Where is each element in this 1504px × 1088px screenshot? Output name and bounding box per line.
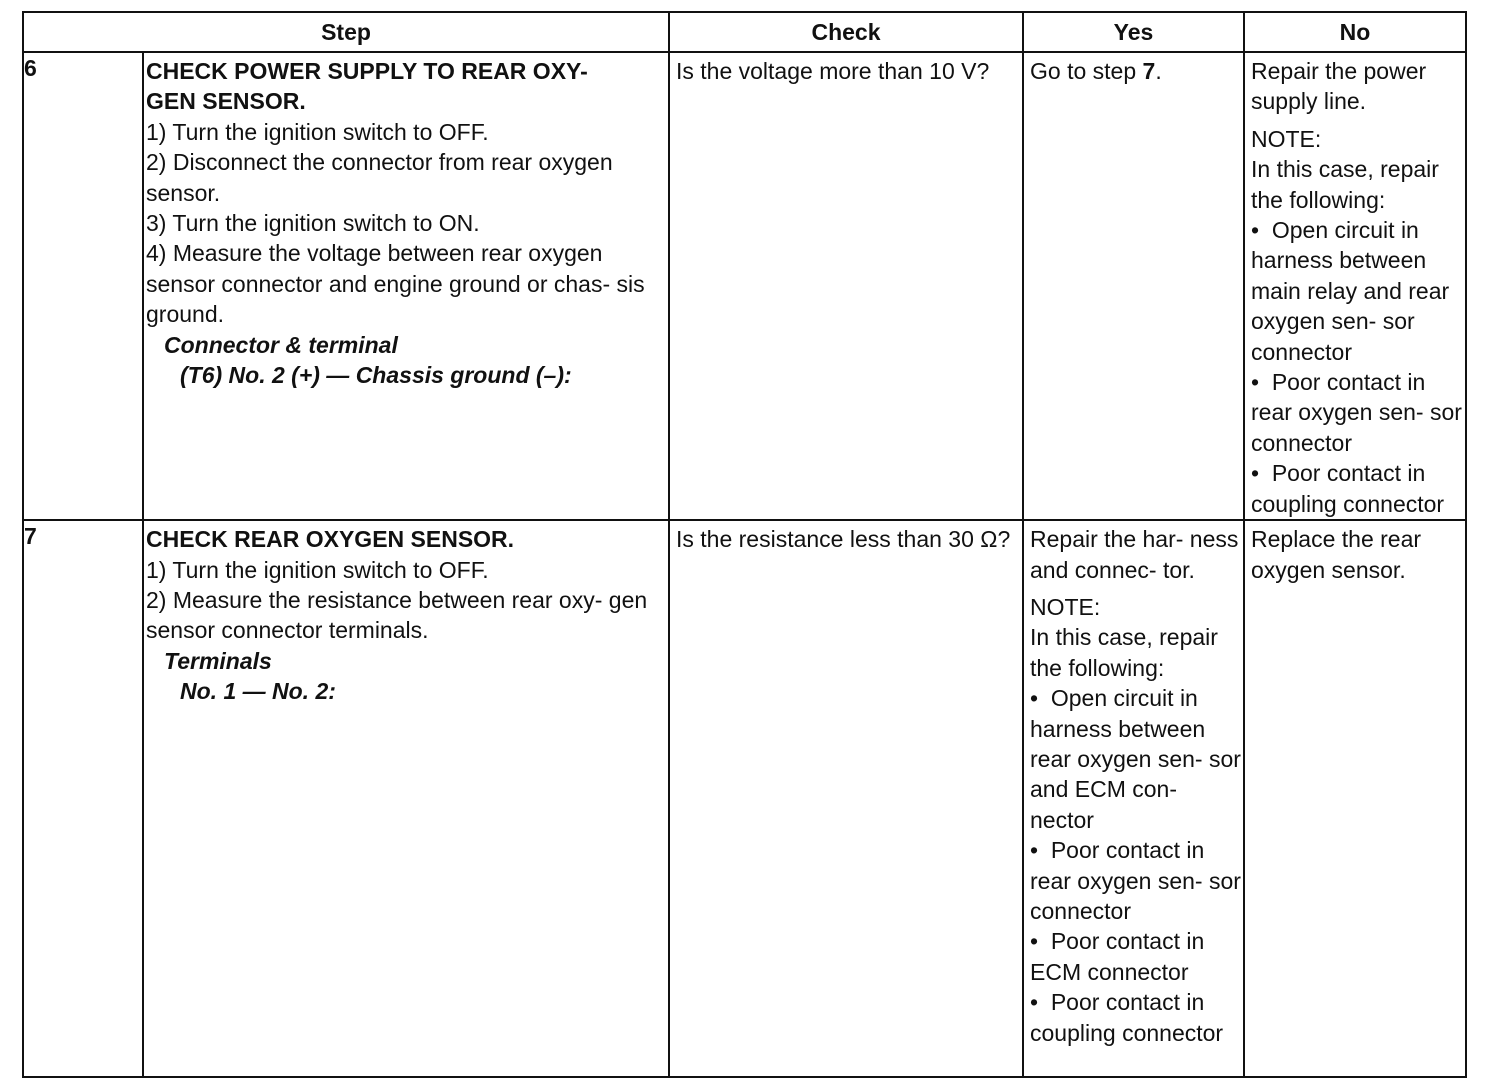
- no-cell: [1244, 520, 1466, 1077]
- table-row: [23, 52, 1466, 520]
- list-item: • Open circuit in harness between rear oxygen sen- sor and ECM con- nector: [1030, 685, 1241, 833]
- step-title: CHECK REAR OXYGEN SENSOR.: [146, 526, 515, 553]
- table-row: [23, 520, 1466, 1077]
- header-check: Check: [669, 12, 1023, 52]
- spec-value: (T6) No. 2 (+) — Chassis ground (–):: [180, 362, 572, 389]
- no-cell: [1244, 52, 1466, 520]
- yes-cell: [1023, 52, 1244, 520]
- note-label: NOTE:: [1251, 125, 1322, 152]
- note-label: NOTE:: [1030, 593, 1101, 620]
- note-text: In this case, repair the following:: [1251, 156, 1439, 213]
- header-step: Step: [23, 12, 669, 52]
- step-instruction: 1) Turn the ignition switch to OFF.: [146, 118, 489, 145]
- list-item: • Poor contact in ECM connector: [1030, 928, 1205, 985]
- step-instruction: 2) Disconnect the connector from rear oxygen sensor.: [146, 149, 613, 206]
- spec-label: Connector & terminal: [164, 331, 398, 358]
- step-title: CHECK POWER SUPPLY TO REAR OXY- GEN SENSOR.: [146, 58, 588, 115]
- spec-value: No. 1 — No. 2:: [180, 678, 336, 705]
- step-instruction: 3) Turn the ignition switch to ON.: [146, 210, 480, 237]
- step-instruction: 4) Measure the voltage between rear oxygen sensor connector and engine ground or chas- sis ground.: [146, 240, 645, 328]
- check-cell: [669, 52, 1023, 520]
- spec-label: Terminals: [164, 647, 272, 674]
- step-cell: [143, 520, 669, 1077]
- no-text: Replace the rear oxygen sensor.: [1251, 526, 1422, 583]
- header-row: [23, 12, 1466, 52]
- no-text: Repair the power supply line.: [1251, 58, 1427, 115]
- check-text: Is the voltage more than 10 V?: [676, 58, 990, 84]
- check-text: Is the resistance less than 30 Ω?: [676, 526, 1011, 553]
- check-cell: [669, 520, 1023, 1077]
- step-instruction: 2) Measure the resistance between rear oxy- gen sensor connector terminals.: [146, 586, 648, 644]
- list-item: • Poor contact in coupling connector: [1251, 460, 1445, 517]
- step-number: 6: [23, 52, 143, 520]
- yes-cell: [1023, 520, 1244, 1077]
- list-item: • Poor contact in rear oxygen sen- sor connector: [1030, 837, 1241, 924]
- step-cell: [143, 52, 669, 520]
- list-item: • Poor contact in rear oxygen sen- sor connector: [1251, 369, 1462, 456]
- yes-text: Repair the har- ness and connec- tor.: [1030, 526, 1239, 583]
- diagnostic-table: [22, 11, 1467, 1078]
- list-item: • Poor contact in coupling connector: [1030, 989, 1224, 1046]
- header-no: No: [1244, 12, 1466, 52]
- note-text: In this case, repair the following:: [1030, 624, 1218, 681]
- header-yes: Yes: [1023, 12, 1244, 52]
- step-number: 7: [23, 520, 143, 1077]
- yes-text: Go to step 7.: [1030, 58, 1162, 84]
- list-item: • Open circuit in harness between main relay and rear oxygen sen- sor connector: [1251, 217, 1450, 365]
- step-instruction: 1) Turn the ignition switch to OFF.: [146, 556, 489, 583]
